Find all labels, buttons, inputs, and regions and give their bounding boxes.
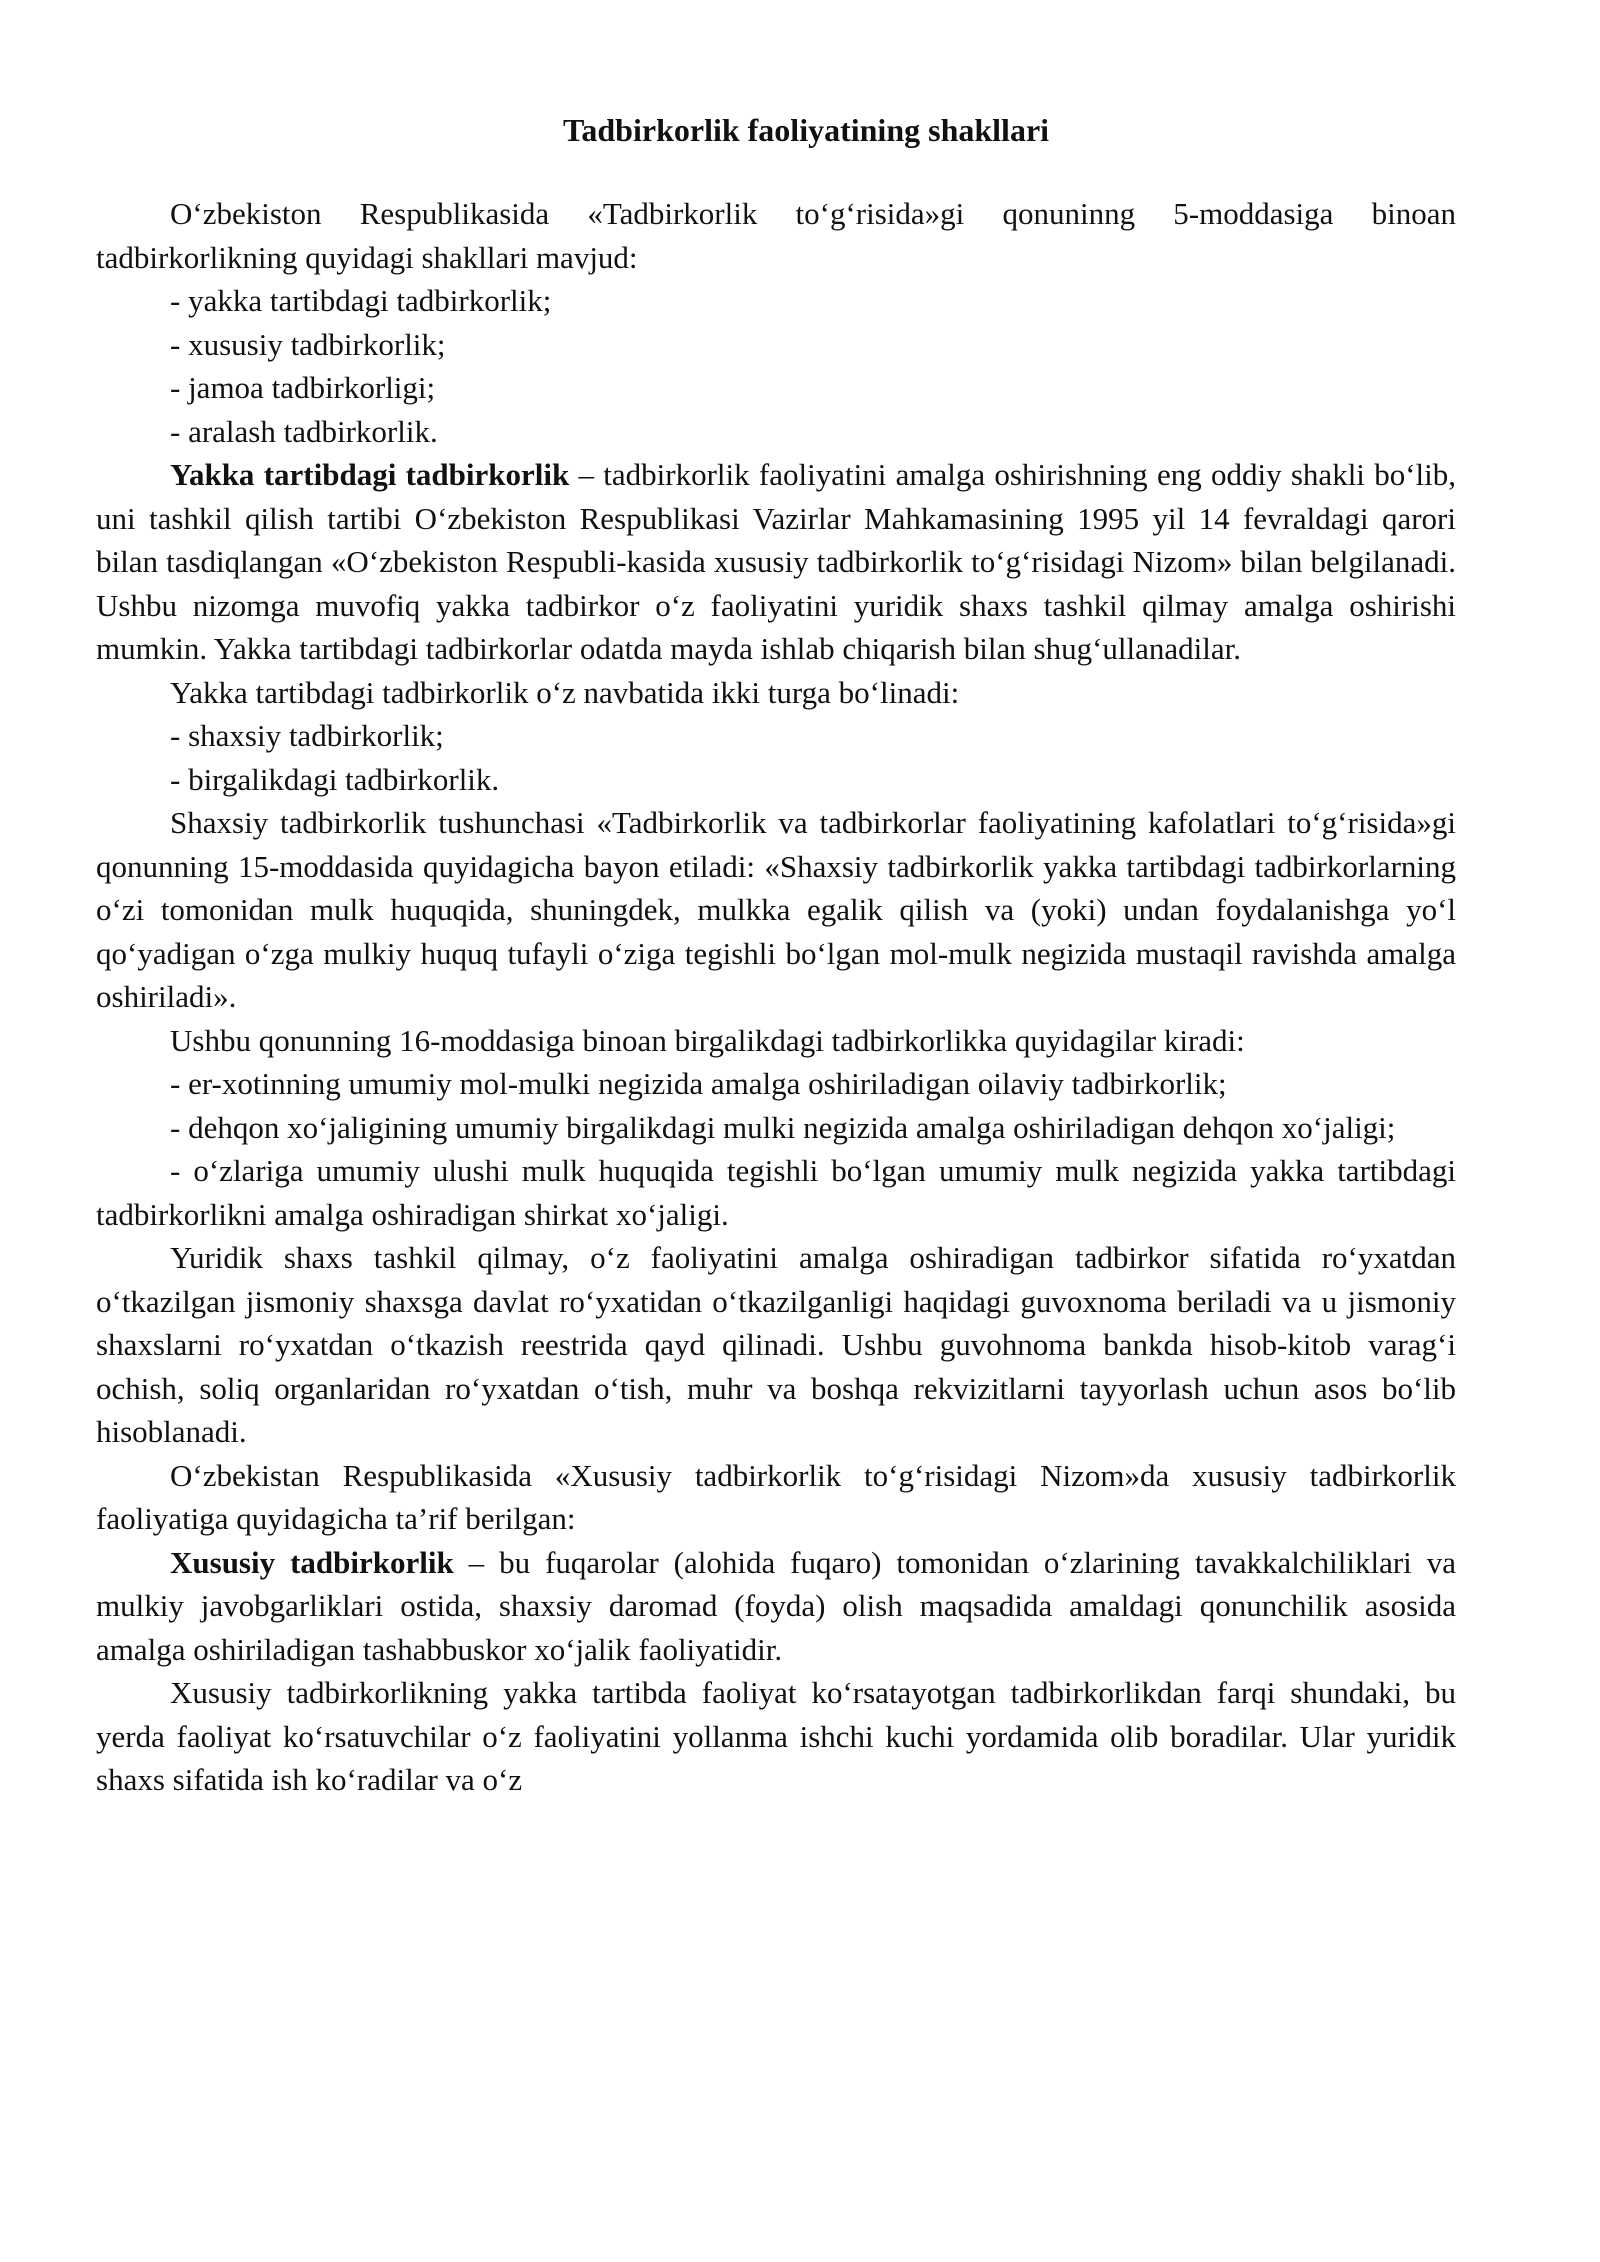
joint-list-item: - o‘zlariga umumiy ulushi mulk huquqida tegishli bo‘lgan umumiy mulk negizida yakka tartibdagi tadbirkorlikni amalga oshiradigan shirkat xo‘jaligi. [96, 1153, 1456, 1232]
division-intro-paragraph: Yakka tartibdagi tadbirkorlik o‘z navbatida ikki turga bo‘linadi: [170, 674, 960, 710]
joint-list-item: - er-xotinning umumiy mol-mulki negizida amalga oshiriladigan oilaviy tadbirkorlik; [170, 1066, 1227, 1101]
private-term: Xususiy tadbirkorlik [170, 1544, 454, 1580]
difference-paragraph: Xususiy tadbirkorlikning yakka tartibda faoliyat ko‘rsatayotgan tadbirkorlikdan farqi shundaki, bu yerda faoliyat ko‘rsatuvchilar o‘z faoliyatini yollanma ishchi kuchi yordamida olib boradilar. Ular yuridik shaxs sifatida ish ko‘radilar va o‘z [96, 1675, 1456, 1797]
forms-list-item: - aralash tadbirkorlik. [170, 413, 438, 449]
forms-list-item: - jamoa tadbirkorligi; [170, 370, 436, 405]
division-list-item: - shaxsiy tadbirkorlik; [170, 718, 444, 753]
joint-intro-paragraph: Ushbu qonunning 16-moddasiga binoan birgalikdagi tadbirkorlikka quyidagilar kiradi: [170, 1022, 1245, 1058]
private-definition: – bu fuqarolar (alohida fuqaro) tomonidan o‘zlarining tavakkalchiliklari va mulkiy javobgarliklari ostida, shaxsiy daromad (foyda) olish maqsadida amaldagi qonunchilik asosida amalga oshiriladigan tashabbuskor xo‘jalik faoliyatidir. [96, 1544, 1456, 1667]
forms-list-item: - yakka tartibdagi tadbirkorlik; [170, 283, 552, 318]
personal-paragraph: Shaxsiy tadbirkorlik tushunchasi «Tadbirkorlik va tadbirkorlar faoliyatining kafolatlari to‘g‘risida»gi qonunning 15-moddasida quyidagicha bayon etiladi: «Shaxsiy tadbirkorlik yakka tartibdagi tadbirkorlarning o‘zi tomonidan mulk huquqida, shuningdek, mulkka egalik qilish va (yoki) undan foydalanishga yo‘l qo‘yadigan o‘zga mulkiy huquq tufayli o‘ziga tegishli bo‘lgan mol-mulk negizida mustaqil ravishda amalga oshiriladi». [96, 805, 1456, 1014]
registration-paragraph: Yuridik shaxs tashkil qilmay, o‘z faoliyatini amalga oshiradigan tadbirkor sifatida ro‘yxatdan o‘tkazilgan jismoniy shaxsga davlat ro‘yxatidan o‘tkazilganligi haqidagi guvoxnoma beriladi va u jismoniy shaxslarni ro‘yxatdan o‘tkazish reestrida qayd qilinadi. Ushbu guvohnoma bankda hisob-kitob varag‘i ochish, soliq organlaridan ro‘yxatdan o‘tish, muhr va boshqa rekvizitlarni tayyorlash uchun asos bo‘lib hisoblanadi. [96, 1240, 1456, 1449]
private-intro-paragraph: O‘zbekistan Respublikasida «Xususiy tadbirkorlik to‘g‘risidagi Nizom»da xususiy tadbirkorlik faoliyatiga quyidagicha ta’rif berilgan: [96, 1457, 1456, 1536]
private-paragraph [96, 1541, 1456, 1672]
individual-definition: – tadbirkorlik faoliyatini amalga oshirishning eng oddiy shakli bo‘lib, uni tashkil qilish tartibi O‘zbekiston Respublikasi Vazirlar Mahkamasining 1995 yil 14 fevraldagi qarori bilan tasdiqlangan «O‘zbekiston Respubli-kasida xususiy tadbirkorlik to‘g‘risidagi Nizom» bilan belgilanadi. Ushbu nizomga muvofiq yakka tadbirkor o‘z faoliyatini yuridik shaxs tashkil qilmay amalga oshirishi mumkin. Yakka tartibdagi tadbirkorlar odatda mayda ishlab chiqarish bilan shug‘ullanadilar. [96, 457, 1456, 666]
joint-list-item: - dehqon xo‘jaligining umumiy birgalikdagi mulki negizida amalga oshiriladigan dehqon xo‘jaligi; [170, 1109, 1396, 1145]
forms-list-item: - xususiy tadbirkorlik; [170, 326, 446, 362]
document-page [96, 110, 1456, 1802]
page-title: Tadbirkorlik faoliyatining shakllari [562, 112, 1050, 148]
individual-paragraph [96, 453, 1456, 671]
individual-term: Yakka tartibdagi tadbirkorlik [170, 457, 570, 492]
division-list-item: - birgalikdagi tadbirkorlik. [170, 761, 500, 797]
intro-paragraph: O‘zbekiston Respublikasida «Tadbirkorlik to‘g‘risida»gi qonuninng 5-moddasiga binoan tadbirkorlikning quyidagi shakllari mavjud: [96, 196, 1456, 275]
